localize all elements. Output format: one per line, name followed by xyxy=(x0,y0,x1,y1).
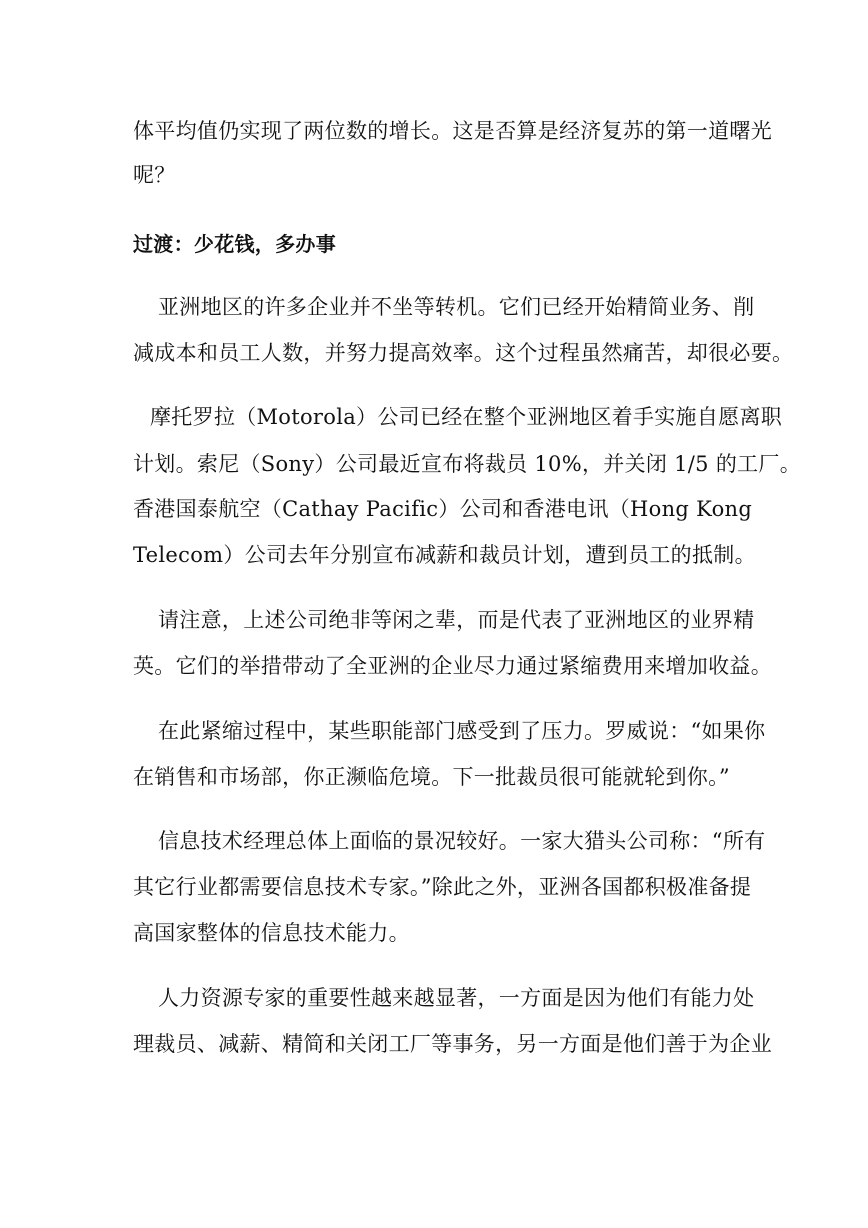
paragraph-5-line-2: 其它行业都需要信息技术专家。”除此之外，亚洲各国都积极准备提 xyxy=(133,875,752,899)
paragraph-2-line-4: Telecom）公司去年分别宣布减薪和裁员计划，遭到员工的抵制。 xyxy=(133,543,756,567)
paragraph-1-line-2: 减成本和员工人数，并努力提高效率。这个过程虽然痛苦，却很必要。 xyxy=(133,341,794,365)
paragraph-5-line-1: 信息技术经理总体上面临的景况较好。一家大猎头公司称：“所有 xyxy=(158,829,766,853)
paragraph-2-line-3: 香港国泰航空（Cathay Pacific）公司和香港电讯（Hong Kong xyxy=(133,497,753,521)
paragraph-2-line-2: 计划。索尼（Sony）公司最近宣布将裁员 10%，并关闭 1/5 的工厂。 xyxy=(133,452,802,476)
paragraph-3-line-1: 请注意，上述公司绝非等闲之辈，而是代表了亚洲地区的业界精 xyxy=(158,608,755,632)
paragraph-5-line-3: 高国家整体的信息技术能力。 xyxy=(133,921,410,945)
paragraph-6-line-2: 理裁员、减薪、精简和关闭工厂等事务，另一方面是他们善于为企业 xyxy=(133,1032,772,1056)
paragraph-3-line-2: 英。它们的举措带动了全亚洲的企业尽力通过紧缩费用来增加收益。 xyxy=(133,654,772,678)
intro-line-2: 呢？ xyxy=(133,163,176,187)
paragraph-4-line-1: 在此紧缩过程中，某些职能部门感受到了压力。罗威说：“如果你 xyxy=(158,719,766,743)
paragraph-6-line-1: 人力资源专家的重要性越来越显著，一方面是因为他们有能力处 xyxy=(158,986,755,1010)
paragraph-4-line-2: 在销售和市场部，你正濒临危境。下一批裁员很可能就轮到你。” xyxy=(133,765,730,789)
paragraph-1-line-1: 亚洲地区的许多企业并不坐等转机。它们已经开始精简业务、削 xyxy=(158,295,755,319)
paragraph-2-line-1: 摩托罗拉（Motorola）公司已经在整个亚洲地区着手实施自愿离职 xyxy=(150,405,783,429)
intro-line-1: 体平均值仍实现了两位数的增长。这是否算是经济复苏的第一道曙光 xyxy=(133,119,772,143)
section-heading: 过渡：少花钱，多办事 xyxy=(133,232,336,256)
